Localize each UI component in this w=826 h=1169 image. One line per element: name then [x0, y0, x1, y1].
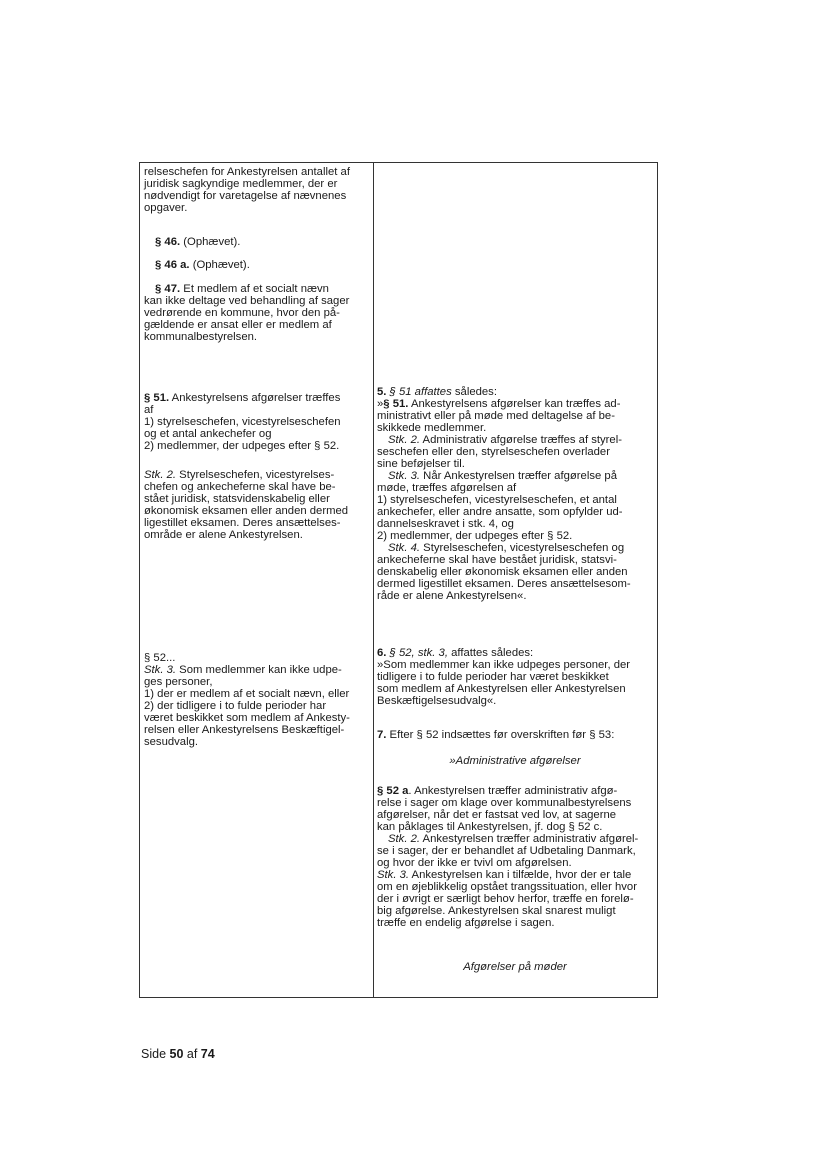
section-51: § 51. Ankestyrelsens afgørelser træffes af 1) styrelseschefen, vicestyrelseschefen og et antal ankechefer og 2) medlemmer, der udpeges efter § 52. [144, 392, 341, 452]
intro-paragraph: relseschefen for Ankestyrelsen antallet af juridisk sagkyndige medlemmer, der er nødvendigt for varetagelse af nævnenes opgaver. [144, 166, 350, 214]
page-total: 74 [200, 1047, 215, 1061]
section-51-stk-2: Stk. 2. Styrelseschefen, vicestyrelses- chefen og ankecheferne skal have be- stået juridisk, statsvidenskabelig eller økonomisk eksamen eller anden dermed ligestillet eksamen. Deres ansættelses- område er alene Ankestyrelsen. [144, 469, 349, 541]
change-7: 7. Efter § 52 indsættes før overskriften før § 53: [377, 729, 615, 741]
section-52a: § 52 a. Ankestyrelsen træffer administrativ afgø- relse i sager om klage over kommunalbestyrelsens afgørelser, når det er fastsat ved lov, at sagerne kan påklages til Ankestyrelsen, jf. dog § 52 c. Stk. 2. Ankestyrelsen træffer administrativ afgørel- se i sager, der er behandlet af Udbetaling Danmark, og hvor der ikke er tvivl om afgørelsen. Stk. 3. Ankestyrelsen kan i tilfælde, hvor der er tale om en øjeblikkelig opstået trangssituation, eller hvor der i øvrigt er særligt behov herfor, træffe en forelø- big afgørelse. Ankestyrelsen skal snarest muligt træffe en endelig afgørelse i sagen. [377, 785, 639, 929]
page-number: 50 [169, 1047, 184, 1061]
section-46: § 46. (Ophævet). [155, 236, 241, 248]
heading-decisions-at-meetings: Afgørelser på møder [463, 961, 567, 973]
section-46a: § 46 a. (Ophævet). [155, 259, 250, 271]
section-52: § 52... Stk. 3. Som medlemmer kan ikke udpe- ges personer, 1) der er medlem af et socialt nævn, eller 2) der tidligere i to fulde perioder har været beskikket som medlem af Ankesty- relsen eller Ankestyrelsens Beskæftigel- sesudvalg. [144, 652, 350, 748]
change-6: 6. § 52, stk. 3, affattes således: »Som medlemmer kan ikke udpeges personer, der tidligere i to fulde perioder har været beskikket som medlem af Ankestyrelsen eller Ankestyrelsen Beskæftigelsesudvalg«. [377, 647, 631, 707]
page-footer: Side 50 af 74 [141, 1047, 215, 1061]
two-column-table [139, 162, 658, 998]
section-47: § 47. Et medlem af et socialt nævn kan ikke deltage ved behandling af sager vedrørende en kommune, hvor den på- gældende er ansat eller er medlem af kommunalbestyrelsen. [144, 283, 350, 343]
change-5: 5. § 51 affattes således: »§ 51. Ankestyrelsens afgørelser kan træffes ad- ministrativt eller på møde med deltagelse af be- skikkede medlemmer. Stk. 2. Administrativ afgørelse træffes af styrel- seschefen eller den, styrelseschefen overlader sine beføjelser til. Stk. 3. Når Ankestyrelsen træffer afgørelse på møde, træffes afgørelsen af 1) styrelseschefen, vicestyrelseschefen, et antal ankechefer, eller andre ansatte, som opfylder ud- dannelseskravet i stk. 4, og 2) medlemmer, der udpeges efter § 52. Stk. 4. Styrelseschefen, vicestyrelseschefen og ankecheferne skal have bestået juridisk, statsvi- denskabelig eller økonomisk eksamen eller anden dermed ligestillet eksamen. Deres ansættelsesom- råde er alene Ankestyrelsen«. [377, 386, 631, 602]
heading-administrative-decisions: »Administrative afgørelser [449, 755, 581, 767]
column-divider [373, 163, 374, 997]
